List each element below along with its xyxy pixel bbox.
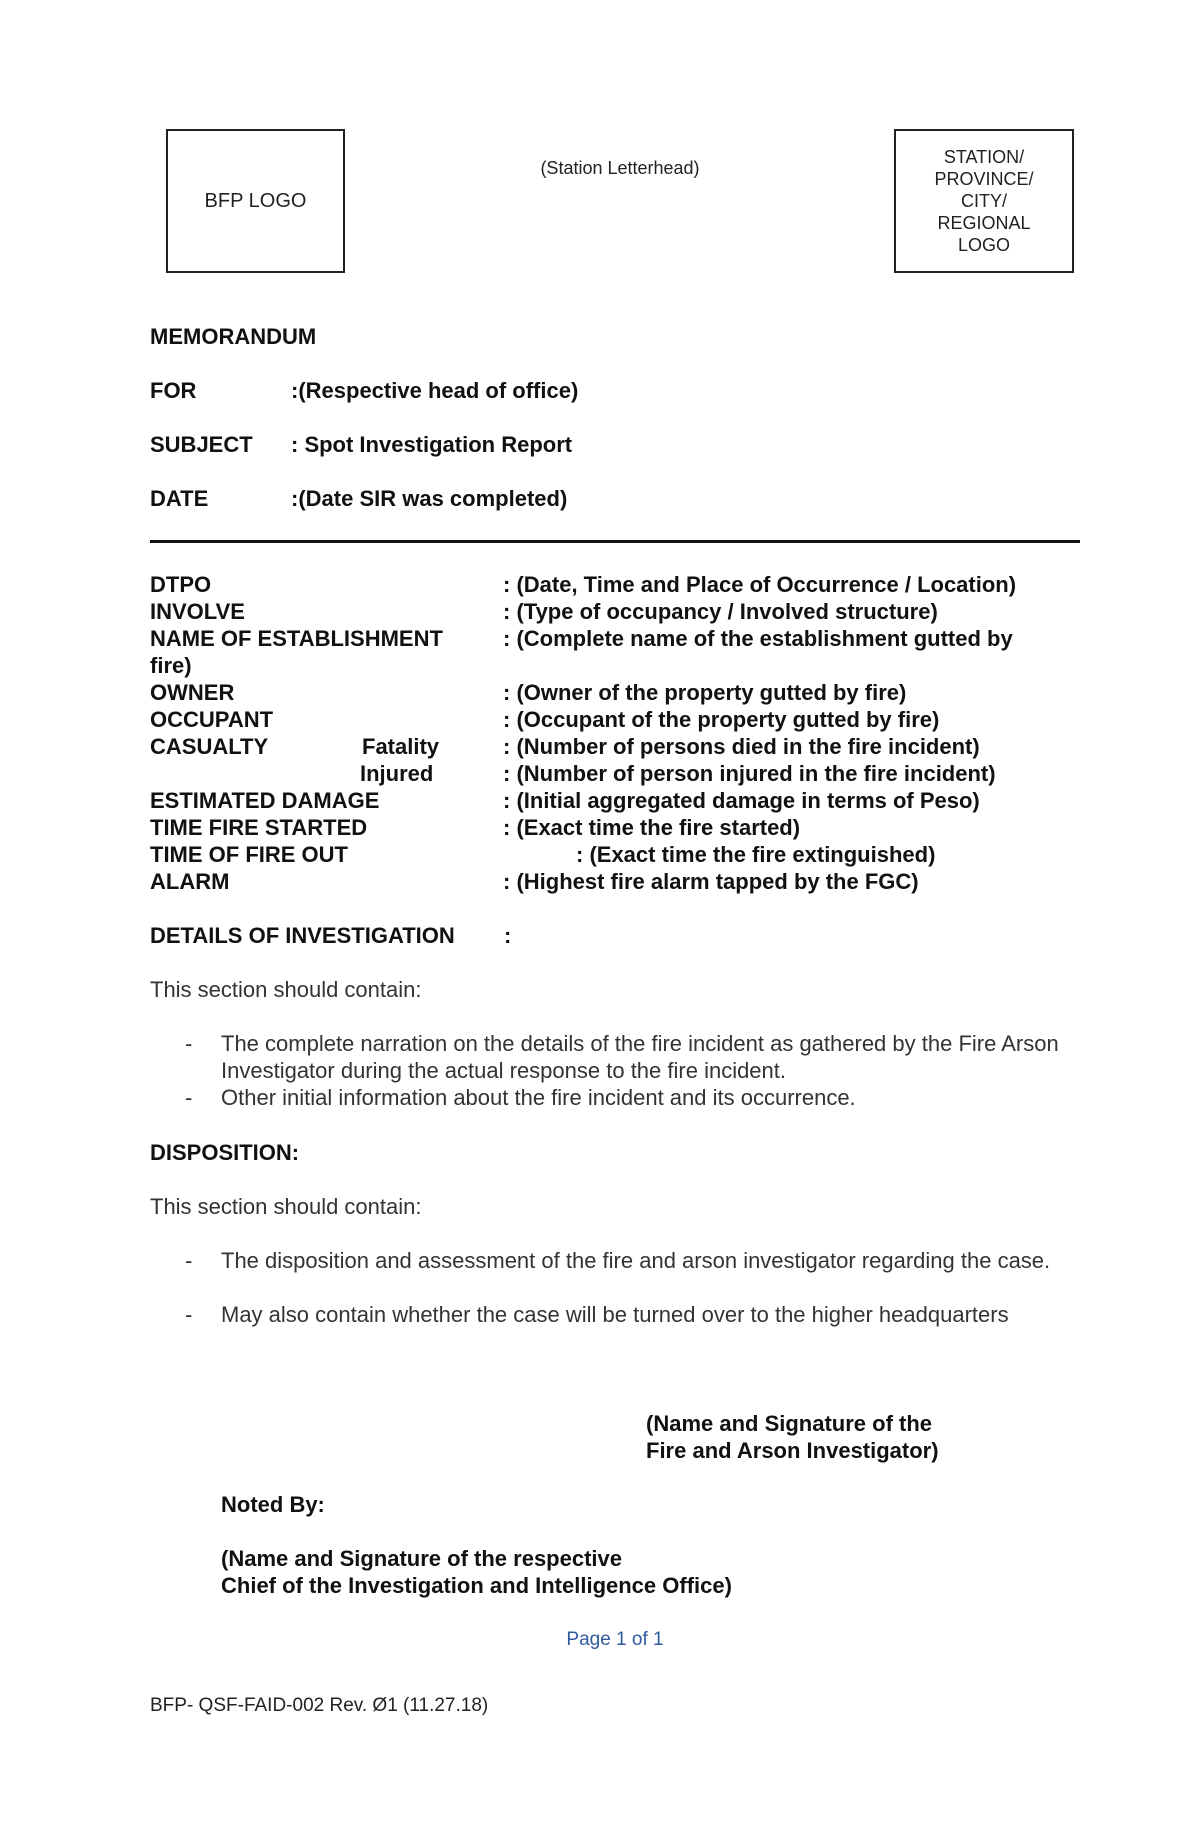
page-number: Page 1 of 1: [566, 1629, 664, 1650]
owner-label: OWNER: [150, 680, 235, 705]
date-label: DATE: [150, 486, 209, 511]
disposition-bullet: May also contain whether the case will be turned over to the higher headquarters: [221, 1302, 1009, 1327]
details-heading: DETAILS OF INVESTIGATION: [150, 923, 455, 948]
disposition-heading: DISPOSITION:: [150, 1140, 300, 1165]
involve-value: : (Type of occupancy / Involved structure): [503, 599, 938, 624]
fatality-label: Fatality: [362, 734, 440, 759]
casualty-label: CASUALTY: [150, 734, 269, 759]
time-started-value: : (Exact time the fire started): [503, 815, 801, 840]
alarm-value: : (Highest fire alarm tapped by the FGC): [503, 869, 919, 894]
damage-value: : (Initial aggregated damage in terms of Peso): [503, 788, 980, 813]
bullet-marker: -: [185, 1085, 193, 1110]
for-value: :(Respective head of office): [291, 378, 579, 403]
noted-by-label: Noted By:: [221, 1492, 325, 1517]
dtpo-value: : (Date, Time and Place of Occurrence / Location): [503, 572, 1017, 597]
bfp-logo-placeholder: [166, 129, 345, 273]
bfp-logo-label: BFP LOGO: [204, 189, 307, 212]
establishment-value-cont: fire): [150, 653, 192, 678]
investigator-signature-line1: (Name and Signature of the: [646, 1411, 933, 1436]
fatality-value: : (Number of persons died in the fire incident): [503, 734, 980, 759]
details-intro: This section should contain:: [150, 977, 422, 1002]
investigator-signature-line2: Fire and Arson Investigator): [646, 1438, 939, 1463]
owner-value: : (Owner of the property gutted by fire): [503, 680, 907, 705]
bullet-marker: -: [185, 1248, 193, 1273]
dtpo-label: DTPO: [150, 572, 212, 597]
details-bullet: Other initial information about the fire incident and its occurrence.: [221, 1085, 856, 1110]
subject-value: : Spot Investigation Report: [291, 432, 573, 457]
date-value: :(Date SIR was completed): [291, 486, 568, 511]
station-logo-placeholder: [894, 129, 1074, 273]
form-code: BFP- QSF-FAID-002 Rev. Ø1 (11.27.18): [150, 1695, 489, 1716]
occupant-value: : (Occupant of the property gutted by fire): [503, 707, 940, 732]
establishment-label: NAME OF ESTABLISHMENT: [150, 626, 443, 651]
injured-value: : (Number of person injured in the fire incident): [503, 761, 996, 786]
bullet-marker: -: [185, 1031, 193, 1056]
alarm-label: ALARM: [150, 869, 230, 894]
details-colon: :: [504, 923, 512, 948]
chief-signature-line2: Chief of the Investigation and Intelligence Office): [221, 1573, 732, 1598]
chief-signature-line1: (Name and Signature of the respective: [221, 1546, 622, 1571]
memo-title: MEMORANDUM: [150, 324, 317, 349]
establishment-value: : (Complete name of the establishment gutted by: [503, 626, 1013, 651]
subject-label: SUBJECT: [150, 432, 253, 457]
station-letterhead: (Station Letterhead): [540, 158, 700, 178]
injured-label: Injured: [360, 761, 434, 786]
for-label: FOR: [150, 378, 197, 403]
station-logo-label: STATION/ PROVINCE/ CITY/ REGIONAL LOGO: [934, 147, 1034, 255]
time-started-label: TIME FIRE STARTED: [150, 815, 368, 840]
occupant-label: OCCUPANT: [150, 707, 274, 732]
damage-label: ESTIMATED DAMAGE: [150, 788, 380, 813]
bullet-marker: -: [185, 1302, 193, 1327]
details-bullet: The complete narration on the details of the fire incident as gathered by the Fire Arson Investigator during the actual response to the fire incident.: [221, 1031, 1059, 1083]
disposition-bullet: The disposition and assessment of the fire and arson investigator regarding the case.: [221, 1248, 1051, 1273]
header-divider: [150, 540, 1080, 543]
time-fire-out-value: : (Exact time the fire extinguished): [576, 842, 936, 867]
time-fire-out-label: TIME OF FIRE OUT: [150, 842, 348, 867]
disposition-intro: This section should contain:: [150, 1194, 422, 1219]
involve-label: INVOLVE: [150, 599, 245, 624]
